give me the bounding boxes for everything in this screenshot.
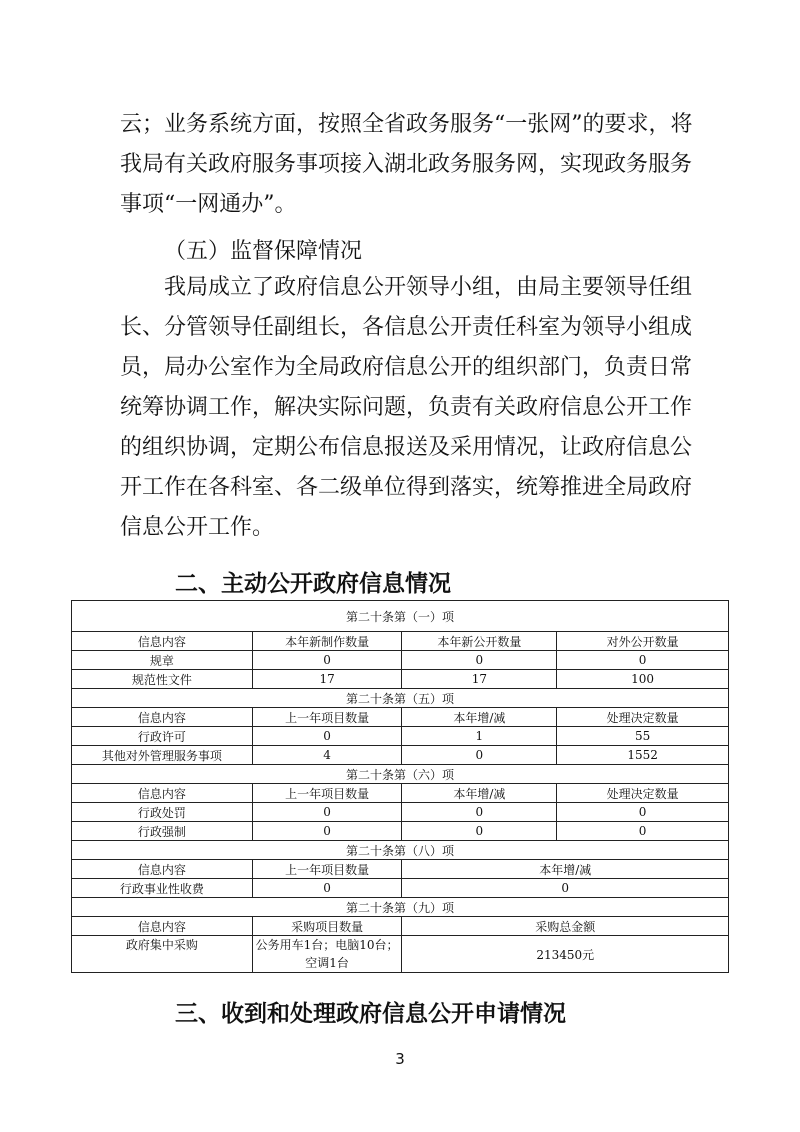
table-header-row (72, 784, 729, 803)
section-heading-supervision: （五）监督保障情况 (164, 239, 363, 264)
page-number: 3 (395, 1050, 405, 1068)
text-line: 事项“一网通办”。 (120, 192, 297, 217)
table-cell: 0 (402, 651, 557, 670)
header-cell: 上一年项目数量 (252, 860, 402, 879)
section-title: 第二十条第（五）项 (72, 689, 729, 708)
table-cell: 17 (252, 670, 402, 689)
header-cell: 采购总金额 (402, 917, 729, 936)
text-line: 员，局办公室作为全局政府信息公开的组织部门，负责日常 (120, 355, 693, 380)
text-line: 信息公开工作。 (120, 515, 275, 540)
section-title: 第二十条第（八）项 (72, 841, 729, 860)
table-row (72, 727, 729, 746)
table-cell: 17 (402, 670, 557, 689)
heading-application-handling: 三、收到和处理政府信息公开申请情况 (175, 1001, 566, 1027)
table-section-title-row (72, 765, 729, 784)
section-title: 第二十条第（九）项 (72, 898, 729, 917)
table-row (72, 936, 729, 973)
table-cell: 0 (402, 746, 557, 765)
table-cell: 0 (402, 822, 557, 841)
header-cell: 处理决定数量 (557, 708, 729, 727)
table-cell: 行政许可 (72, 727, 253, 746)
header-cell: 处理决定数量 (557, 784, 729, 803)
header-cell: 本年增/减 (402, 860, 729, 879)
table-cell: 100 (557, 670, 729, 689)
text-line: 我局成立了政府信息公开领导小组，由局主要领导任组 (164, 275, 693, 300)
table-cell: 0 (402, 803, 557, 822)
table-cell: 0 (557, 803, 729, 822)
table-row (72, 670, 729, 689)
table-cell: 规范性文件 (72, 670, 253, 689)
table-header-row (72, 632, 729, 651)
header-cell: 上一年项目数量 (252, 784, 402, 803)
header-cell: 本年新公开数量 (402, 632, 557, 651)
table-section-title-row (72, 601, 729, 632)
heading-proactive-disclosure: 二、主动公开政府信息情况 (175, 571, 451, 597)
supervision-paragraph (120, 268, 700, 548)
section-title: 第二十条第（一）项 (72, 601, 729, 632)
table-cell: 1552 (557, 746, 729, 765)
table-cell: 0 (252, 651, 402, 670)
header-cell: 信息内容 (72, 632, 253, 651)
table-section-title-row (72, 689, 729, 708)
table-cell: 0 (252, 822, 402, 841)
table-cell: 行政处罚 (72, 803, 253, 822)
header-cell: 本年增/减 (402, 784, 557, 803)
table-cell: 1 (402, 727, 557, 746)
table-section-title-row (72, 841, 729, 860)
table-cell: 0 (252, 727, 402, 746)
table-cell: 55 (557, 727, 729, 746)
text-line: 的组织协调，定期公布信息报送及采用情况，让政府信息公 (120, 435, 693, 460)
table-cell: 行政事业性收费 (72, 879, 253, 898)
table-row (72, 803, 729, 822)
table-cell: 0 (252, 879, 402, 898)
header-cell: 本年新制作数量 (252, 632, 402, 651)
header-cell: 信息内容 (72, 860, 253, 879)
intro-paragraph (120, 105, 700, 225)
header-cell: 上一年项目数量 (252, 708, 402, 727)
header-cell: 信息内容 (72, 708, 253, 727)
disclosure-table (71, 600, 729, 973)
header-cell: 采购项目数量 (252, 917, 402, 936)
table-row (72, 822, 729, 841)
table-cell: 规章 (72, 651, 253, 670)
text-line: 云；业务系统方面，按照全省政务服务“一张网”的要求，将 (120, 112, 693, 137)
table-cell: 4 (252, 746, 402, 765)
table-cell: 其他对外管理服务事项 (72, 746, 253, 765)
table-cell: 0 (252, 803, 402, 822)
table-row (72, 651, 729, 670)
section-title: 第二十条第（六）项 (72, 765, 729, 784)
header-cell: 信息内容 (72, 917, 253, 936)
table-header-row (72, 917, 729, 936)
header-cell: 信息内容 (72, 784, 253, 803)
table-cell: 0 (557, 822, 729, 841)
header-cell: 对外公开数量 (557, 632, 729, 651)
table-header-row (72, 860, 729, 879)
table-cell: 行政强制 (72, 822, 253, 841)
header-cell: 本年增/减 (402, 708, 557, 727)
text-line: 开工作在各科室、各二级单位得到落实，统筹推进全局政府 (120, 475, 693, 500)
table-row (72, 879, 729, 898)
table-section-title-row (72, 898, 729, 917)
table-cell: 政府集中采购 (72, 936, 253, 973)
table-row (72, 746, 729, 765)
text-line: 长、分管领导任副组长，各信息公开责任科室为领导小组成 (120, 315, 693, 340)
text-line: 我局有关政府服务事项接入湖北政务服务网，实现政务服务 (120, 152, 693, 177)
table-cell: 公务用车1台；电脑10台；空调1台 (252, 936, 402, 973)
table-header-row (72, 708, 729, 727)
table-cell: 0 (557, 651, 729, 670)
table-cell: 0 (402, 879, 729, 898)
table-cell: 213450元 (402, 936, 729, 973)
text-line: 统筹协调工作，解决实际问题，负责有关政府信息公开工作 (120, 395, 693, 420)
